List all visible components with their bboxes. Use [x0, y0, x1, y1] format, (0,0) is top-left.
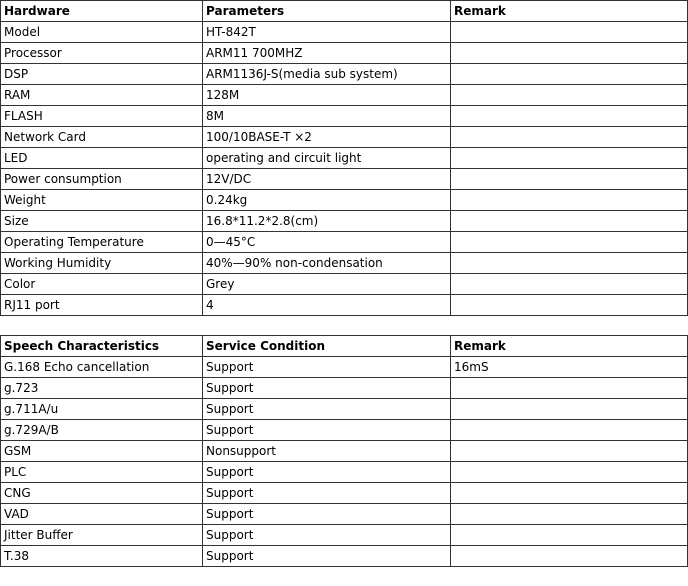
table-row	[1, 483, 688, 504]
speech-feature-cell: Jitter Buffer	[1, 525, 203, 546]
speech-feature-cell: g.723	[1, 378, 203, 399]
remark-cell	[451, 525, 688, 546]
hardware-name-cell: Weight	[1, 190, 203, 211]
speech-feature-cell: CNG	[1, 483, 203, 504]
hardware-name-cell: Operating Temperature	[1, 232, 203, 253]
hardware-name-cell: DSP	[1, 64, 203, 85]
speech-feature-cell: VAD	[1, 504, 203, 525]
table-row	[1, 441, 688, 462]
hardware-header-row	[1, 1, 688, 22]
remark-cell	[451, 504, 688, 525]
parameter-value-cell: 40%—90% non-condensation	[203, 253, 451, 274]
service-condition-cell: Support	[203, 462, 451, 483]
hardware-name-cell: Model	[1, 22, 203, 43]
hardware-name-cell: RJ11 port	[1, 295, 203, 316]
remark-header-cell: Remark	[451, 1, 688, 22]
parameter-value-cell: operating and circuit light	[203, 148, 451, 169]
parameter-value-cell: ARM11 700MHZ	[203, 43, 451, 64]
table-row	[1, 85, 688, 106]
remark-cell	[451, 232, 688, 253]
hardware-name-cell: Color	[1, 274, 203, 295]
remark-cell	[451, 378, 688, 399]
remark-cell	[451, 295, 688, 316]
parameter-value-cell: 4	[203, 295, 451, 316]
hardware-name-cell: FLASH	[1, 106, 203, 127]
hardware-name-cell: Size	[1, 211, 203, 232]
table-row	[1, 295, 688, 316]
table-row	[1, 148, 688, 169]
table-row	[1, 420, 688, 441]
remark-cell	[451, 85, 688, 106]
service-condition-cell: Support	[203, 399, 451, 420]
table-row	[1, 274, 688, 295]
table-row	[1, 211, 688, 232]
speech-feature-cell: g.729A/B	[1, 420, 203, 441]
table-row	[1, 399, 688, 420]
speech-feature-cell: g.711A/u	[1, 399, 203, 420]
remark-cell	[451, 420, 688, 441]
hardware-name-cell: Processor	[1, 43, 203, 64]
table-row	[1, 504, 688, 525]
table-row	[1, 232, 688, 253]
service-condition-cell: Support	[203, 546, 451, 567]
service-condition-cell: Nonsupport	[203, 441, 451, 462]
parameter-value-cell: ARM1136J-S(media sub system)	[203, 64, 451, 85]
table-row	[1, 169, 688, 190]
hardware-name-cell: LED	[1, 148, 203, 169]
service-condition-cell: Support	[203, 378, 451, 399]
table-row	[1, 546, 688, 567]
service-condition-cell: Support	[203, 483, 451, 504]
remark-cell	[451, 211, 688, 232]
table-row	[1, 43, 688, 64]
hardware-name-cell: RAM	[1, 85, 203, 106]
hardware-header-cell: Hardware	[1, 1, 203, 22]
parameter-value-cell: 0—45°C	[203, 232, 451, 253]
remark-cell	[451, 253, 688, 274]
table-row	[1, 127, 688, 148]
parameter-value-cell: 0.24kg	[203, 190, 451, 211]
speech-characteristics-header-cell: Speech Characteristics	[1, 336, 203, 357]
parameter-value-cell: 100/10BASE-T ×2	[203, 127, 451, 148]
speech-header-row	[1, 336, 688, 357]
remark-cell	[451, 483, 688, 504]
table-row	[1, 64, 688, 85]
remark-cell	[451, 441, 688, 462]
remark-header-cell: Remark	[451, 336, 688, 357]
parameter-value-cell: Grey	[203, 274, 451, 295]
remark-cell	[451, 399, 688, 420]
table-row	[1, 525, 688, 546]
remark-cell	[451, 169, 688, 190]
table-row	[1, 462, 688, 483]
parameter-value-cell: 8M	[203, 106, 451, 127]
service-condition-header-cell: Service Condition	[203, 336, 451, 357]
parameter-value-cell: HT-842T	[203, 22, 451, 43]
parameter-value-cell: 128M	[203, 85, 451, 106]
remark-cell	[451, 22, 688, 43]
hardware-name-cell: Network Card	[1, 127, 203, 148]
remark-cell	[451, 106, 688, 127]
speech-feature-cell: T.38	[1, 546, 203, 567]
service-condition-cell: Support	[203, 504, 451, 525]
service-condition-cell: Support	[203, 357, 451, 378]
remark-cell: 16mS	[451, 357, 688, 378]
parameter-value-cell: 12V/DC	[203, 169, 451, 190]
table-row	[1, 190, 688, 211]
table-row	[1, 253, 688, 274]
hardware-name-cell: Working Humidity	[1, 253, 203, 274]
speech-feature-cell: PLC	[1, 462, 203, 483]
speech-feature-cell: GSM	[1, 441, 203, 462]
parameters-header-cell: Parameters	[203, 1, 451, 22]
speech-characteristics-table	[0, 335, 688, 567]
table-row	[1, 106, 688, 127]
table-row	[1, 22, 688, 43]
remark-cell	[451, 462, 688, 483]
remark-cell	[451, 64, 688, 85]
remark-cell	[451, 127, 688, 148]
remark-cell	[451, 546, 688, 567]
service-condition-cell: Support	[203, 525, 451, 546]
service-condition-cell: Support	[203, 420, 451, 441]
remark-cell	[451, 148, 688, 169]
table-row	[1, 378, 688, 399]
remark-cell	[451, 190, 688, 211]
speech-feature-cell: G.168 Echo cancellation	[1, 357, 203, 378]
table-row	[1, 357, 688, 378]
parameter-value-cell: 16.8*11.2*2.8(cm)	[203, 211, 451, 232]
remark-cell	[451, 274, 688, 295]
hardware-name-cell: Power consumption	[1, 169, 203, 190]
remark-cell	[451, 43, 688, 64]
